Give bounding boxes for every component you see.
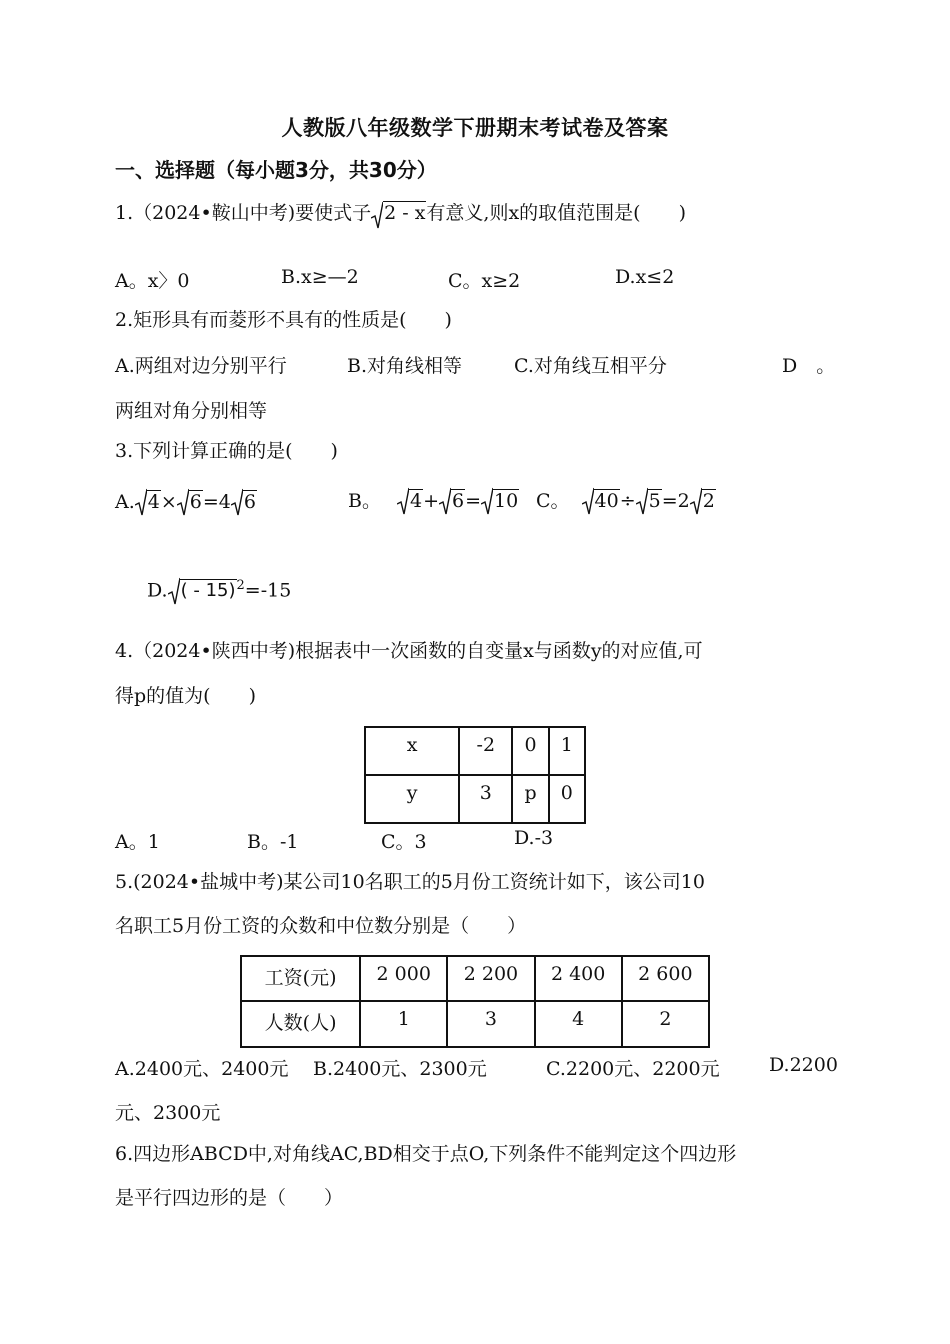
q2-option-b: B.对角线相等 [347, 355, 463, 377]
radical-sign-icon [168, 577, 180, 605]
question-1-stem [115, 200, 686, 226]
radical-sign-icon [582, 487, 594, 515]
radical-sign-icon [690, 487, 702, 515]
q1-option-c: C。x≥2 [448, 270, 521, 292]
q3-option-a [115, 490, 257, 513]
exponent: 2 [236, 578, 245, 593]
equals-part: =-15 [244, 579, 292, 602]
radical-sign-icon [481, 487, 493, 515]
sqrt-10 [481, 489, 519, 512]
q3-option-b [348, 486, 519, 513]
sqrt-6 [439, 489, 465, 512]
radical-sign-icon [177, 488, 189, 516]
table-cell: 0 [549, 775, 585, 823]
question-6-stem-line-2: 是平行四边形的是（ ） [115, 1187, 344, 1209]
radical-sign-icon [439, 487, 451, 515]
radicand: ( - 15) [180, 580, 236, 602]
q4-option-c: C。3 [381, 831, 427, 853]
radicand: 6 [243, 491, 256, 513]
table-row [241, 1001, 709, 1047]
operator: + [423, 490, 439, 512]
equals-part: = [465, 490, 481, 512]
table-cell: 3 [447, 1001, 534, 1047]
table-row [241, 956, 709, 1001]
q5-option-d: D.2200 [769, 1054, 838, 1076]
q2-option-c: C.对角线互相平分 [514, 355, 667, 377]
radicand: 4 [147, 491, 160, 513]
radicand: 5 [648, 490, 661, 512]
radical-sign-icon [397, 487, 409, 515]
equals-part: =4 [202, 491, 231, 513]
sqrt-5 [636, 489, 662, 512]
option-label: A. [115, 491, 135, 513]
table-cell: 2 200 [447, 956, 534, 1001]
radical-sign-icon [371, 201, 383, 229]
radicand: 6 [189, 491, 202, 513]
table-cell: 0 [512, 727, 548, 775]
q1-option-a: A。x〉0 [115, 270, 190, 292]
radicand: 4 [409, 490, 423, 512]
table-cell: 2 600 [622, 956, 709, 1001]
q5-option-d-text: 元、2300元 [115, 1102, 221, 1124]
radical-sign-icon [636, 487, 648, 515]
operator: × [160, 491, 177, 513]
table-cell: 工资(元) [241, 956, 360, 1001]
question-5-stem-line-1: 5.(2024•盐城中考)某公司10名职工的5月份工资统计如下，该公司10 [115, 871, 705, 893]
table-cell: 2 000 [360, 956, 447, 1001]
table-cell: p [512, 775, 548, 823]
option-label: D. [147, 579, 168, 602]
radicand: 6 [451, 490, 465, 512]
question-4-stem-line-1: 4.（2024•陕西中考)根据表中一次函数的自变量x与函数y的对应值,可 [115, 640, 703, 662]
q4-option-b: B。-1 [247, 831, 299, 853]
table-cell: -2 [459, 727, 512, 775]
operator: ÷ [619, 490, 636, 512]
q5-option-c: C.2200元、2200元 [546, 1058, 720, 1080]
q1-stem-start: 1.（2024•鞍山中考)要使式子 [115, 202, 372, 224]
section-heading: 一、选择题（每小题3分，共30分） [115, 158, 437, 182]
radical-sign-icon [135, 488, 147, 516]
q5-salary-table [240, 955, 710, 1048]
question-2-stem: 2.矩形具有而菱形不具有的性质是( ) [115, 309, 452, 331]
q3-option-c [536, 486, 716, 513]
q1-radicand: 2 - x [384, 202, 426, 224]
q5-option-b: B.2400元、2300元 [313, 1058, 487, 1080]
table-cell: 人数(人) [241, 1001, 360, 1047]
question-4-stem-line-2: 得p的值为( ) [115, 685, 256, 707]
q2-option-d: D 。 [782, 355, 836, 377]
option-label: B。 [348, 490, 381, 512]
sqrt-neg15-squared [168, 579, 237, 602]
sqrt-40 [582, 489, 620, 512]
table-cell: x [365, 727, 459, 775]
option-label: C。 [536, 490, 570, 512]
table-cell: 2 [622, 1001, 709, 1047]
radicand: 40 [594, 490, 619, 512]
q2-option-d-text: 两组对角分别相等 [115, 400, 268, 422]
sqrt-4 [397, 489, 423, 512]
radicand: 10 [494, 490, 519, 512]
table-cell: 1 [549, 727, 585, 775]
q4-option-a: A。1 [115, 831, 160, 853]
table-row [365, 775, 585, 823]
table-cell: 3 [459, 775, 512, 823]
table-row [365, 727, 585, 775]
sqrt-expression [371, 200, 426, 226]
q4-option-d: D.-3 [514, 827, 554, 849]
q4-value-table [364, 726, 586, 824]
table-cell: 4 [535, 1001, 622, 1047]
q1-stem-end: 有意义,则x的取值范围是( ) [426, 202, 687, 224]
sqrt-2 [690, 489, 716, 512]
q5-option-a: A.2400元、2400元 [115, 1058, 289, 1080]
q2-option-a: A.两组对边分别平行 [115, 355, 287, 377]
sqrt-4 [135, 490, 161, 513]
question-3-stem: 3.下列计算正确的是( ) [115, 440, 338, 462]
question-6-stem-line-1: 6.四边形ABCD中,对角线AC,BD相交于点O,下列条件不能判定这个四边形 [115, 1143, 737, 1165]
sqrt-6 [177, 490, 203, 513]
q3-option-d [147, 578, 291, 602]
sqrt-6 [231, 490, 257, 513]
page-title: 人教版八年级数学下册期末考试卷及答案 [281, 116, 669, 140]
question-5-stem-line-2: 名职工5月份工资的众数和中位数分别是（ ） [115, 915, 527, 937]
radical-sign-icon [231, 488, 243, 516]
equals-part: =2 [661, 490, 690, 512]
table-cell: 1 [360, 1001, 447, 1047]
q1-option-d: D.x≤2 [615, 266, 675, 288]
table-cell: y [365, 775, 459, 823]
radicand: 2 [702, 490, 715, 512]
table-cell: 2 400 [535, 956, 622, 1001]
q1-option-b: B.x≥—2 [281, 266, 359, 288]
